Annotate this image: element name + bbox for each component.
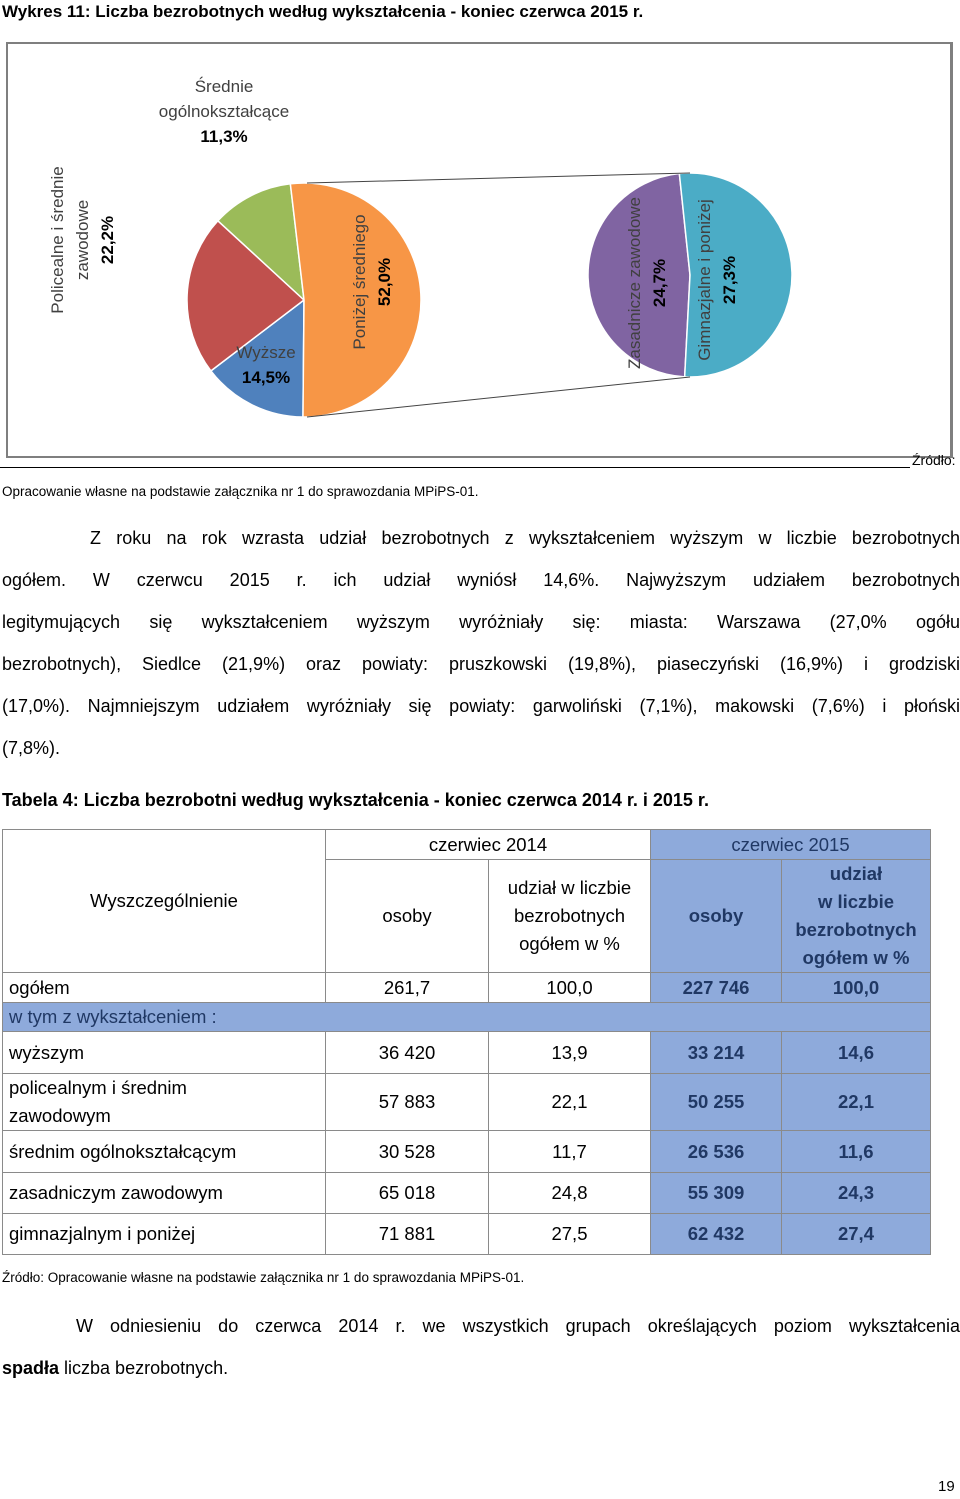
cell-v2014: 65 018 [326, 1173, 489, 1214]
table-row [3, 1131, 931, 1173]
total-v2014: 261,7 [326, 973, 489, 1003]
table-row [3, 1032, 931, 1074]
page-number: 19 [938, 1478, 955, 1495]
paragraph-1-line: Z roku na rok wzrasta udział bezrobotnych z wykształceniem wyższym w liczbie bezrobotnych [90, 528, 960, 548]
source-rule [0, 467, 910, 468]
table-row [3, 1214, 931, 1255]
row-label [3, 1214, 326, 1255]
chart-label-text: 14,5% [241, 368, 291, 387]
chart-label-text: Wyższe [236, 343, 296, 362]
pie-chart [0, 0, 960, 470]
chart-label-text: 24,7% [650, 258, 669, 308]
chart-label-text: 27,3% [720, 255, 739, 305]
cell-s2015: 14,6 [782, 1032, 931, 1074]
share-2015-l1: udział [829, 863, 883, 884]
total-label: ogółem [3, 973, 326, 1003]
total-s2014: 100,0 [489, 973, 651, 1003]
paragraph-1 [2, 517, 960, 769]
chart-label-text: zawodowe [73, 199, 92, 281]
table-subheader: w tym z wykształceniem : [3, 1003, 931, 1032]
share-2015-l3: bezrobotnych [795, 919, 917, 940]
figure-title: Wykres 11: Liczba bezrobotnych według wykształcenia - koniec czerwca 2015 r. [2, 2, 644, 21]
header-2014: czerwiec 2014 [326, 830, 651, 860]
row-label [3, 1032, 326, 1074]
cell-v2014: 57 883 [326, 1074, 489, 1131]
education-table [2, 829, 931, 1255]
header-spec: Wyszczególnienie [3, 830, 326, 973]
cell-v2015: 55 309 [651, 1173, 782, 1214]
share-2015-l4: ogółem w % [802, 947, 910, 968]
table-source: Źródło: Opracowanie własne na podstawie załącznika nr 1 do sprawozdania MPiPS-01. [2, 1270, 525, 1285]
share-2014-l2: bezrobotnych [513, 905, 626, 926]
chart-label-text: ogólnokształcące [158, 102, 290, 121]
chart-label-text: 22,2% [98, 215, 117, 265]
share-2014-l3: ogółem w % [519, 933, 620, 954]
cell-s2015: 27,4 [782, 1214, 931, 1255]
chart-label-text: 11,3% [200, 127, 248, 146]
cell-v2014: 30 528 [326, 1131, 489, 1173]
chart-label-text: Gimnazjalne i poniżej [695, 199, 714, 361]
cell-v2015: 26 536 [651, 1131, 782, 1173]
chart-label-text: 52,0% [375, 257, 394, 307]
table-row [3, 1173, 931, 1214]
chart-label-text: Średnie [194, 77, 254, 96]
row-label-line: średnim ogólnokształcącym [9, 1140, 237, 1162]
connector-line [307, 173, 690, 183]
paragraph-1-line: (7,8%). [2, 738, 61, 758]
table-row-total [3, 973, 931, 1003]
figure-source: Opracowanie własne na podstawie załącznika nr 1 do sprawozdania MPiPS-01. [2, 484, 479, 499]
paragraph-2-bold: spadła [2, 1358, 60, 1378]
label-srednie-ogolnoksztalcace [159, 77, 289, 146]
paragraph-2-line1: W odniesieniu do czerwca 2014 r. we wszystkich grupach określających poziom wykształcenia [76, 1316, 960, 1336]
header-share-2015 [782, 860, 931, 973]
row-label-line: gimnazjalnym i poniżej [9, 1223, 196, 1244]
header-2015: czerwiec 2015 [651, 830, 931, 860]
cell-s2014: 27,5 [489, 1214, 651, 1255]
header-osoby-2014: osoby [326, 860, 489, 973]
cell-s2014: 24,8 [489, 1173, 651, 1214]
total-v2015: 227 746 [651, 973, 782, 1003]
paragraph-2-line2 [2, 1358, 228, 1378]
paragraph-2-rest: liczba bezrobotnych. [59, 1358, 229, 1378]
cell-v2014: 36 420 [326, 1032, 489, 1074]
chart-label-text: Poniżej średniego [350, 214, 369, 350]
share-2014-l1: udział w liczbie [507, 877, 632, 898]
row-label-line: zasadniczym zawodowym [9, 1182, 223, 1203]
chart-label-text: Policealne i średnie [48, 166, 67, 314]
row-label-line: wyższym [9, 1041, 85, 1063]
paragraph-2 [2, 1305, 960, 1389]
chart-label-text: Zasadnicze zawodowe [625, 197, 644, 369]
row-label [3, 1074, 326, 1131]
paragraph-1-line: legitymujących się wykształceniem wyższym wyróżniały się: miasta: Warszawa (27,0% ogółu [2, 612, 960, 632]
cell-v2015: 50 255 [651, 1074, 782, 1131]
paragraph-1-line: ogółem. W czerwcu 2015 r. ich udział wyniósł 14,6%. Najwyższym udziałem bezrobotnych [2, 570, 960, 590]
row-label-line: policealnym i średnim [9, 1077, 187, 1098]
cell-s2015: 22,1 [782, 1074, 931, 1131]
header-osoby-2015: osoby [651, 860, 782, 973]
row-label [3, 1173, 326, 1214]
cell-s2014: 11,7 [489, 1131, 651, 1173]
cell-v2014: 71 881 [326, 1214, 489, 1255]
paragraph-1-line: (17,0%). Najmniejszym udziałem wyróżniały się powiaty: garwoliński (7,1%), makowski (7,6%) i płoński [2, 696, 960, 716]
cell-v2015: 62 432 [651, 1214, 782, 1255]
row-label [3, 1131, 326, 1173]
cell-s2014: 13,9 [489, 1032, 651, 1074]
row-label-line: zawodowym [9, 1105, 111, 1126]
total-s2015: 100,0 [782, 973, 931, 1003]
cell-s2015: 11,6 [782, 1131, 931, 1173]
share-2015-l2: w liczbie [817, 891, 895, 912]
label-policealne [48, 166, 117, 313]
table-row [3, 1074, 931, 1131]
paragraph-1-line: bezrobotnych), Siedlce (21,9%) oraz powiaty: pruszkowski (19,8%), piaseczyński (16,9%) i grodziski [2, 654, 960, 674]
table-title: Tabela 4: Liczba bezrobotni według wykształcenia - koniec czerwca 2014 r. i 2015 r. [2, 790, 709, 810]
source-label: Źródło: [912, 452, 956, 468]
cell-s2014: 22,1 [489, 1074, 651, 1131]
cell-s2015: 24,3 [782, 1173, 931, 1214]
cell-v2015: 33 214 [651, 1032, 782, 1074]
header-share-2014 [489, 860, 651, 973]
